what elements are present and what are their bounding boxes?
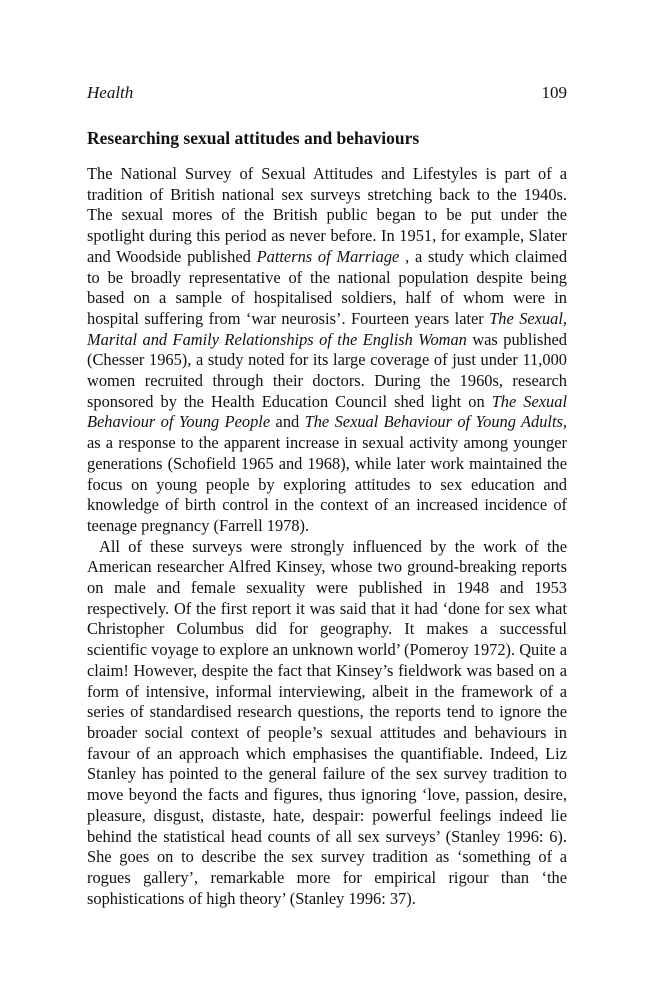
paragraph-1 (87, 164, 567, 537)
body-text (87, 164, 567, 909)
text-run: and (270, 412, 305, 432)
section-heading: Researching sexual attitudes and behaviours (87, 128, 420, 148)
book-title: The Sexual Behaviour of Young People (87, 391, 567, 432)
running-head (87, 82, 567, 104)
text-run: The National Survey of Sexual Attitudes and Lifestyles is part of a tradition of British national sex surveys stretching back to the 1940s. The sexual mores of the British public began to be put under the spotlight during this period as never before. In 1951, for example, Slater and Woodside published (87, 164, 567, 266)
text-run: , a study which claimed to be broadly representative of the national population despite being based on a sample of hospitalised soldiers, half of whom were in hospital suffering from ‘war neurosis’. Fourteen years later (87, 246, 568, 328)
running-head-section: Health (87, 83, 134, 102)
page-number: 109 (541, 83, 567, 102)
text-run: as a response to the apparent increase in sexual activity among younger generations (Schofield 1965 and 1968), while later work maintained the focus on young people by exploring attitudes to sex education and knowledge of birth control in the context of an increased incidence of teenage pregnancy (Farrell 1978). (87, 433, 567, 535)
book-title: The Sexual Behaviour of Young Adults, (304, 412, 567, 432)
book-title: The Sexual, Marital and Family Relationships of the English Woman (87, 308, 567, 349)
paragraph-2 (87, 537, 567, 910)
book-title: Patterns of Marriage (256, 246, 400, 266)
book-page (87, 82, 567, 909)
text-run: All of these surveys were strongly influenced by the work of the American researcher Alfred Kinsey, whose two ground-breaking reports on male and female sexuality were published in 1948 and 1953 respectively. Of the first report it was said that it had ‘done for sex what Christopher Columbus did for geography. It makes a successful scientific voyage to explore an unknown world’ (Pomeroy 1972). Quite a claim! However, despite the fact that Kinsey’s fieldwork was based on a form of intensive, informal interviewing, albeit in the framework of a series of standardised research questions, the reports tend to ignore the broader social context of people’s sexual attitudes and behaviours in favour of an approach which emphasises the quantifiable. Indeed, Liz Stanley has pointed to the general failure of the sex survey tradition to move beyond the facts and figures, thus ignoring ‘love, passion, desire, pleasure, disgust, distaste, hate, despair: powerful feelings indeed lie behind the statistical head counts of all sex surveys’ (Stanley 1996: 6). She goes on to describe the sex survey tradition as ‘something of a rogues gallery’, remarkable more for empirical rigour than ‘the sophistications of high theory’ (Stanley 1996: 37). (87, 536, 567, 908)
text-run: was published (Chesser 1965), a study noted for its large coverage of just under 11,000 women recruited through their doctors. During the 1960s, research sponsored by the Health Education Council shed light on (87, 329, 567, 411)
